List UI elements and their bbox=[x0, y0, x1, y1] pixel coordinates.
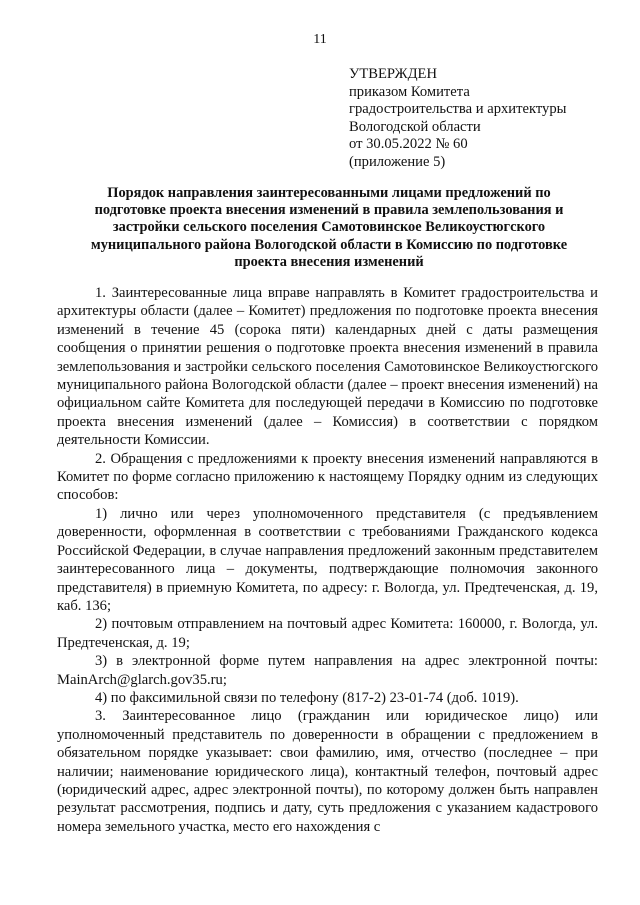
approval-line: градостроительства и архитектуры bbox=[349, 101, 567, 118]
approval-stamp bbox=[349, 66, 619, 172]
page-number: 11 bbox=[313, 32, 327, 47]
approval-heading: УТВЕРЖДЕН bbox=[349, 66, 437, 82]
document-title: Порядок направления заинтересованными лицами предложений по подготовке проекта внесения изменений в правила землепользования и застройки сельского поселения Самотовинское Великоустюгского муниципального района Вологодской области в Комиссию по подготовке проекта внесения изменений bbox=[90, 185, 568, 270]
list-item: 1) лично или через уполномоченного представителя (с предъявлением доверенности, оформленная в соответствии с требованиями Гражданского кодекса Российской Федерации, в случае направления предложений законным представителем заинтересованного лица – документы, подтверждающие полномочия законного представителя) в приемную Комитета, по адресу: г. Вологда, ул. Предтеченская, д. 19, каб. 136; bbox=[57, 505, 598, 614]
paragraph: 1. Заинтересованные лица вправе направлять в Комитет градостроительства и архитектуры области (далее – Комитет) предложения по подготовке проекта внесения изменений в течение 45 (сорока пяти) календарных дней с даты размещения сообщения о принятии решения о подготовке проекта внесения изменений в правила землепользования и застройки сельского поселения Самотовинское Великоустюгского муниципального района Вологодской области (далее – проект внесения изменений) на официальном сайте Комитета для последующей передачи в Комиссию по подготовке проекта внесения изменений (далее – Комиссия) в соответствии с порядком деятельности Комиссии. bbox=[57, 285, 598, 449]
paragraph: 3. Заинтересованное лицо (гражданин или юридическое лицо) или уполномоченный представитель по доверенности в обращении с предложением в обязательном порядке указывает: свои фамилию, имя, отчество (последнее – при наличии; наименование юридического лица), контактный телефон, почтовый адрес (юридический адрес, адрес электронной почты), по которому должен быть направлен результат рассмотрения, подпись и дату, суть предложения с указанием кадастрового номера земельного участка, место его нахождения с bbox=[57, 708, 598, 835]
approval-line: Вологодской области bbox=[349, 118, 481, 135]
list-item: 2) почтовым отправлением на почтовый адрес Комитета: 160000, г. Вологда, ул. Предтеченская, д. 19; bbox=[57, 616, 598, 651]
approval-line: от 30.05.2022 № 60 bbox=[349, 136, 468, 153]
list-item: 3) в электронной форме путем направления на адрес электронной почты: MainArch@glarch.gov35.ru; bbox=[57, 653, 598, 688]
list-item: 4) по факсимильной связи по телефону (817-2) 23-01-74 (доб. 1019). bbox=[95, 689, 519, 706]
approval-line: приказом Комитета bbox=[349, 83, 470, 100]
document-body bbox=[57, 284, 598, 836]
paragraph: 2. Обращения с предложениями к проекту внесения изменений направляются в Комитет по форме согласно приложению к настоящему Порядку одним из следующих способов: bbox=[57, 450, 598, 504]
approval-line: (приложение 5) bbox=[349, 153, 446, 170]
